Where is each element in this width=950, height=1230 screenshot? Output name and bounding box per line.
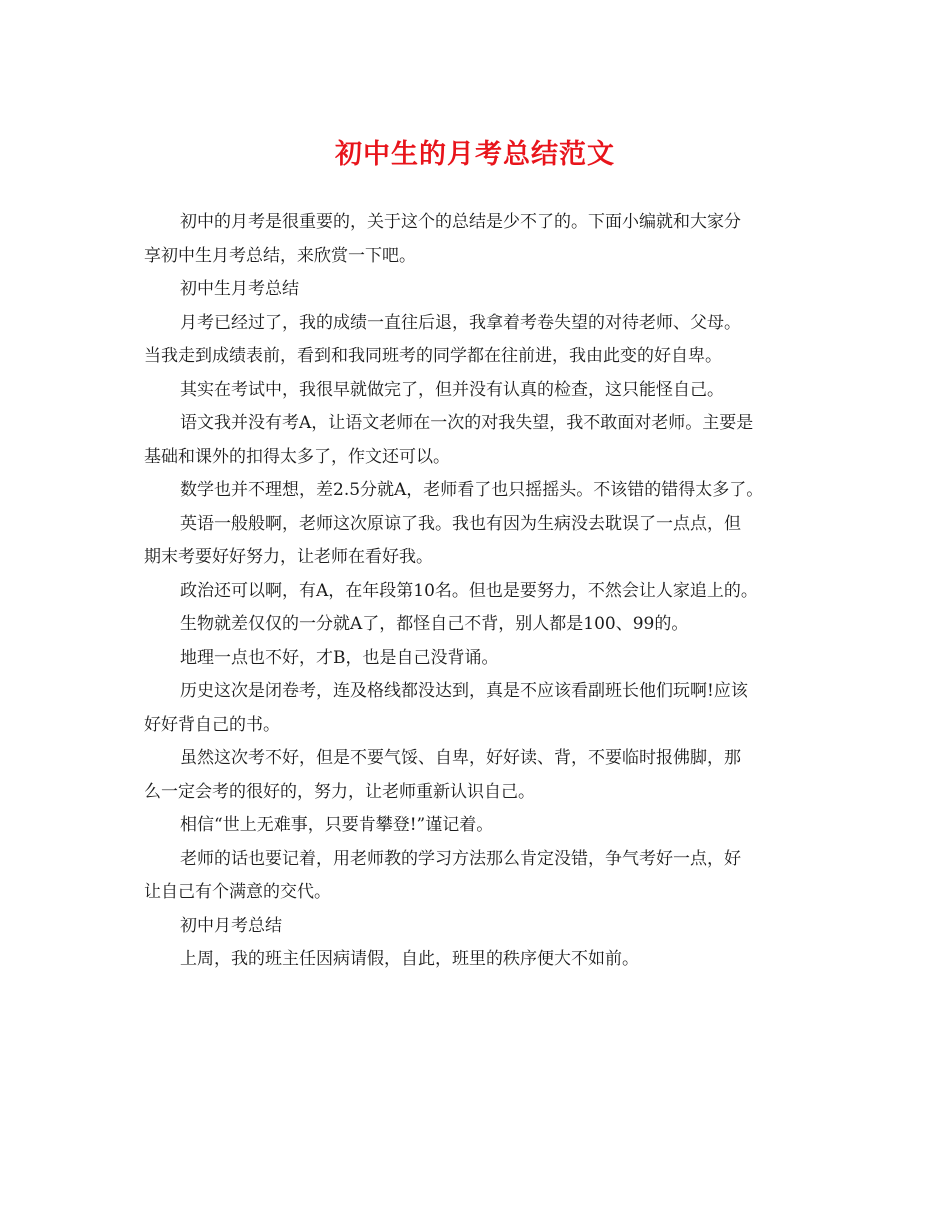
text-line: 初中生月考总结 xyxy=(180,279,299,299)
text-line: 初中月考总结 xyxy=(180,915,282,936)
text-line: 其实在考试中，我很早就做完了，但并没有认真的检查，这只能怪自己。 xyxy=(180,379,724,400)
text-line: 语文我并没有考A，让语文老师在一次的对我失望，我不敢面对老师。主要是 xyxy=(180,413,754,433)
text-line: 基础和课外的扣得太多了，作文还可以。 xyxy=(144,446,450,467)
text-line: 生物就差仅仅的一分就A了，都怪自己不背，别人都是100、99的。 xyxy=(180,614,689,634)
text-line: 相信“世上无难事，只要肯攀登!”谨记着。 xyxy=(180,815,494,835)
text-line: 虽然这次考不好，但是不要气馁、自卑，好好读、背，不要临时报佛脚，那 xyxy=(180,748,741,768)
text-line: 享初中生月考总结，来欣赏一下吧。 xyxy=(144,245,416,266)
text-line: 当我走到成绩表前，看到和我同班考的同学都在往前进，我由此变的好自卑。 xyxy=(144,346,722,366)
text-line: 英语一般般啊，老师这次原谅了我。我也有因为生病没去耽误了一点点，但 xyxy=(180,513,741,534)
text-line: 老师的话也要记着，用老师教的学习方法那么肯定没错，争气考好一点，好 xyxy=(180,848,741,869)
text-line: 好好背自己的书。 xyxy=(144,714,280,735)
document-title: 初中生的月考总结范文 xyxy=(335,139,615,170)
text-line: 政治还可以啊，有A，在年段第10名。但也是要努力，不然会让人家追上的。 xyxy=(180,580,758,601)
text-line: 历史这次是闭卷考，连及格线都没达到，真是不应该看副班长他们玩啊!应该 xyxy=(180,681,748,701)
text-line: 初中的月考是很重要的，关于这个的总结是少不了的。下面小编就和大家分 xyxy=(180,212,741,232)
text-line: 让自己有个满意的交代。 xyxy=(144,882,331,902)
text-line: 数学也并不理想，差2.5分就A，老师看了也只摇摇头。不该错的错得太多了。 xyxy=(180,480,764,500)
document-body xyxy=(144,206,824,977)
text-line: 么一定会考的很好的，努力，让老师重新认识自己。 xyxy=(144,781,535,802)
text-line: 月考已经过了，我的成绩一直往后退，我拿着考卷失望的对待老师、父母。 xyxy=(180,312,741,333)
text-line: 上周，我的班主任因病请假，自此，班里的秩序便大不如前。 xyxy=(180,949,639,969)
text-line: 期末考要好好努力，让老师在看好我。 xyxy=(144,547,433,567)
text-line: 地理一点也不好，才B，也是自己没背诵。 xyxy=(180,647,499,668)
